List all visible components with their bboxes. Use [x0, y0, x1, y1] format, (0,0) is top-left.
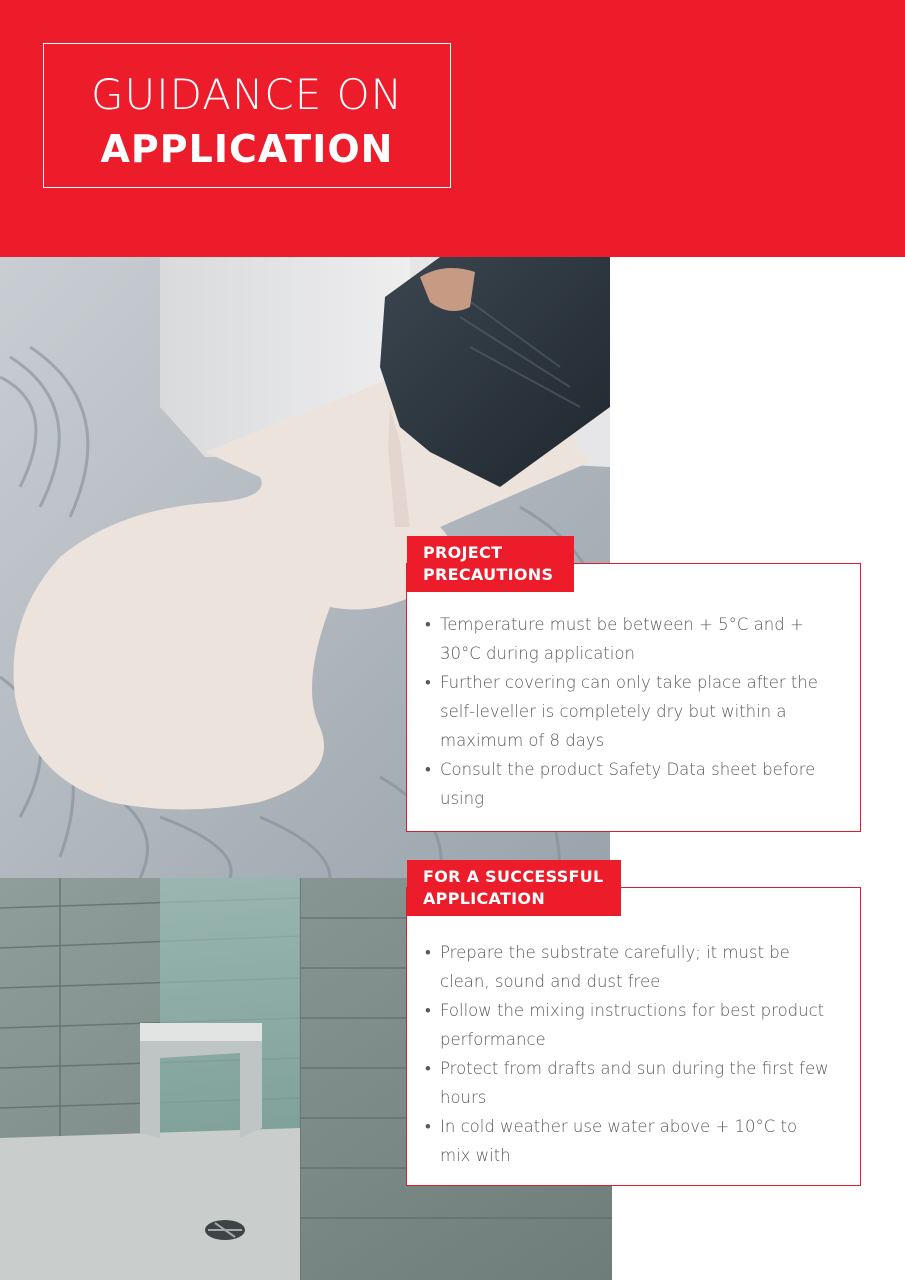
list-item: [407, 996, 860, 1054]
bullet-list: [407, 610, 860, 813]
title-frame: [43, 43, 451, 188]
page-title-line2: APPLICATION: [100, 127, 394, 171]
list-item: [407, 668, 860, 755]
list-item-text: In cold weather use water above + 10°C to mix with: [440, 1117, 798, 1165]
list-item: [407, 1112, 860, 1170]
bullet-list: [407, 938, 860, 1170]
page-title-line1: GUIDANCE ON: [90, 70, 404, 119]
bullet-icon: •: [425, 1059, 431, 1078]
list-item-text: Protect from drafts and sun during the first few hours: [440, 1059, 829, 1107]
list-item: [407, 938, 860, 996]
header-banner: [0, 0, 905, 257]
bullet-icon: •: [425, 760, 431, 779]
list-item: [407, 610, 860, 668]
section-heading-line1: PROJECT: [423, 543, 503, 562]
bullet-icon: •: [425, 1117, 431, 1136]
list-item: [407, 755, 860, 813]
list-item-text: Further covering can only take place after the self-leveller is completely dry but within a maximum of 8 days: [440, 673, 818, 750]
section-heading-line2: PRECAUTIONS: [423, 565, 554, 584]
list-item-text: Temperature must be between + 5°C and + 30°C during application: [440, 615, 804, 663]
list-item-text: Prepare the substrate carefully; it must be clean, sound and dust free: [440, 943, 790, 991]
list-item-text: Consult the product Safety Data sheet before using: [440, 760, 816, 808]
list-item-text: Follow the mixing instructions for best product performance: [440, 1001, 825, 1049]
bullet-icon: •: [425, 1001, 431, 1020]
successful-application-panel: [406, 887, 861, 1186]
section-heading-project-precautions: [407, 536, 574, 592]
project-precautions-panel: [406, 563, 861, 832]
bullet-icon: •: [425, 615, 431, 634]
list-item: [407, 1054, 860, 1112]
bullet-icon: •: [425, 673, 431, 692]
section-heading-line1: FOR A SUCCESSFUL: [423, 867, 604, 886]
bullet-icon: •: [425, 943, 431, 962]
section-heading-successful-application: [407, 860, 621, 916]
section-heading-line2: APPLICATION: [423, 889, 546, 908]
